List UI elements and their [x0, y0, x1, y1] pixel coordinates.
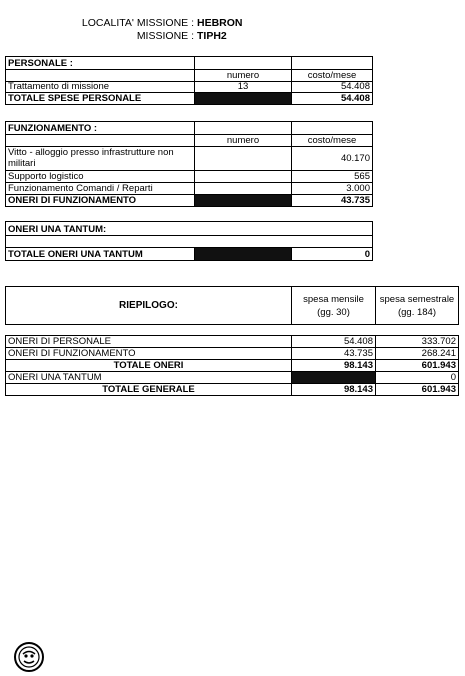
funzionamento-row-label: Funzionamento Comandi / Reparti — [6, 183, 195, 195]
riepilogo-row-semestrale: 333.702 — [376, 336, 459, 348]
redacted-cell — [292, 372, 376, 384]
totale-oneri-mensile: 98.143 — [292, 360, 376, 372]
personale-row-label: Trattamento di missione — [6, 82, 195, 93]
missione-value: TIPH2 — [197, 30, 227, 42]
personale-col-numero: numero — [195, 70, 292, 82]
riepilogo-col-semestrale: spesa semestrale (gg. 184) — [376, 287, 459, 325]
header-localita — [80, 17, 243, 29]
header-missione — [80, 30, 227, 42]
funzionamento-title: FUNZIONAMENTO : — [6, 122, 195, 135]
riepilogo-row-mensile: 54.408 — [292, 336, 376, 348]
localita-value: HEBRON — [197, 17, 243, 29]
riepilogo-row-label: ONERI DI FUNZIONAMENTO — [6, 348, 292, 360]
una-tantum-row-label: ONERI UNA TANTUM — [6, 372, 292, 384]
una-tantum-table — [5, 221, 373, 261]
funzionamento-row-value: 40.170 — [292, 147, 373, 171]
missione-label: MISSIONE : — [136, 30, 194, 42]
una-tantum-row-semestrale: 0 — [376, 372, 459, 384]
funzionamento-total-label: ONERI DI FUNZIONAMENTO — [6, 195, 195, 207]
redacted-cell — [195, 195, 292, 207]
riepilogo-col-mensile: spesa mensile (gg. 30) — [292, 287, 376, 325]
localita-label: LOCALITA' MISSIONE : — [81, 17, 194, 29]
funzionamento-total-value: 43.735 — [292, 195, 373, 207]
totale-generale-mensile: 98.143 — [292, 384, 376, 396]
riepilogo-title: RIEPILOGO: — [6, 287, 292, 325]
totale-oneri-semestrale: 601.943 — [376, 360, 459, 372]
personale-row-costo: 54.408 — [292, 82, 373, 93]
riepilogo-header — [5, 286, 459, 325]
personale-total-value: 54.408 — [292, 93, 373, 105]
personale-title: PERSONALE : — [6, 57, 195, 70]
totale-generale-semestrale: 601.943 — [376, 384, 459, 396]
totale-oneri-label: TOTALE ONERI — [6, 360, 292, 372]
riepilogo-table — [5, 335, 459, 396]
funzionamento-col-numero: numero — [195, 135, 292, 147]
riepilogo-row-mensile: 43.735 — [292, 348, 376, 360]
una-tantum-total-label: TOTALE ONERI UNA TANTUM — [6, 248, 195, 261]
personale-col-costo: costo/mese — [292, 70, 373, 82]
totale-generale-label: TOTALE GENERALE — [6, 384, 292, 396]
redacted-cell — [195, 93, 292, 105]
riepilogo-row-label: ONERI DI PERSONALE — [6, 336, 292, 348]
redacted-cell — [195, 248, 292, 261]
funzionamento-row-label: Vitto - alloggio presso infrastrutture non militari — [6, 147, 195, 171]
funzionamento-row-value: 565 — [292, 171, 373, 183]
una-tantum-title: ONERI UNA TANTUM: — [6, 222, 373, 236]
personale-table — [5, 56, 373, 105]
funzionamento-col-costo: costo/mese — [292, 135, 373, 147]
personale-total-label: TOTALE SPESE PERSONALE — [6, 93, 195, 105]
personale-row-numero: 13 — [195, 82, 292, 93]
funzionamento-row-label: Supporto logistico — [6, 171, 195, 183]
funzionamento-table — [5, 121, 373, 207]
riepilogo-row-semestrale: 268.241 — [376, 348, 459, 360]
round-stamp-seal-icon — [14, 642, 44, 672]
una-tantum-total-value: 0 — [292, 248, 373, 261]
funzionamento-row-value: 3.000 — [292, 183, 373, 195]
